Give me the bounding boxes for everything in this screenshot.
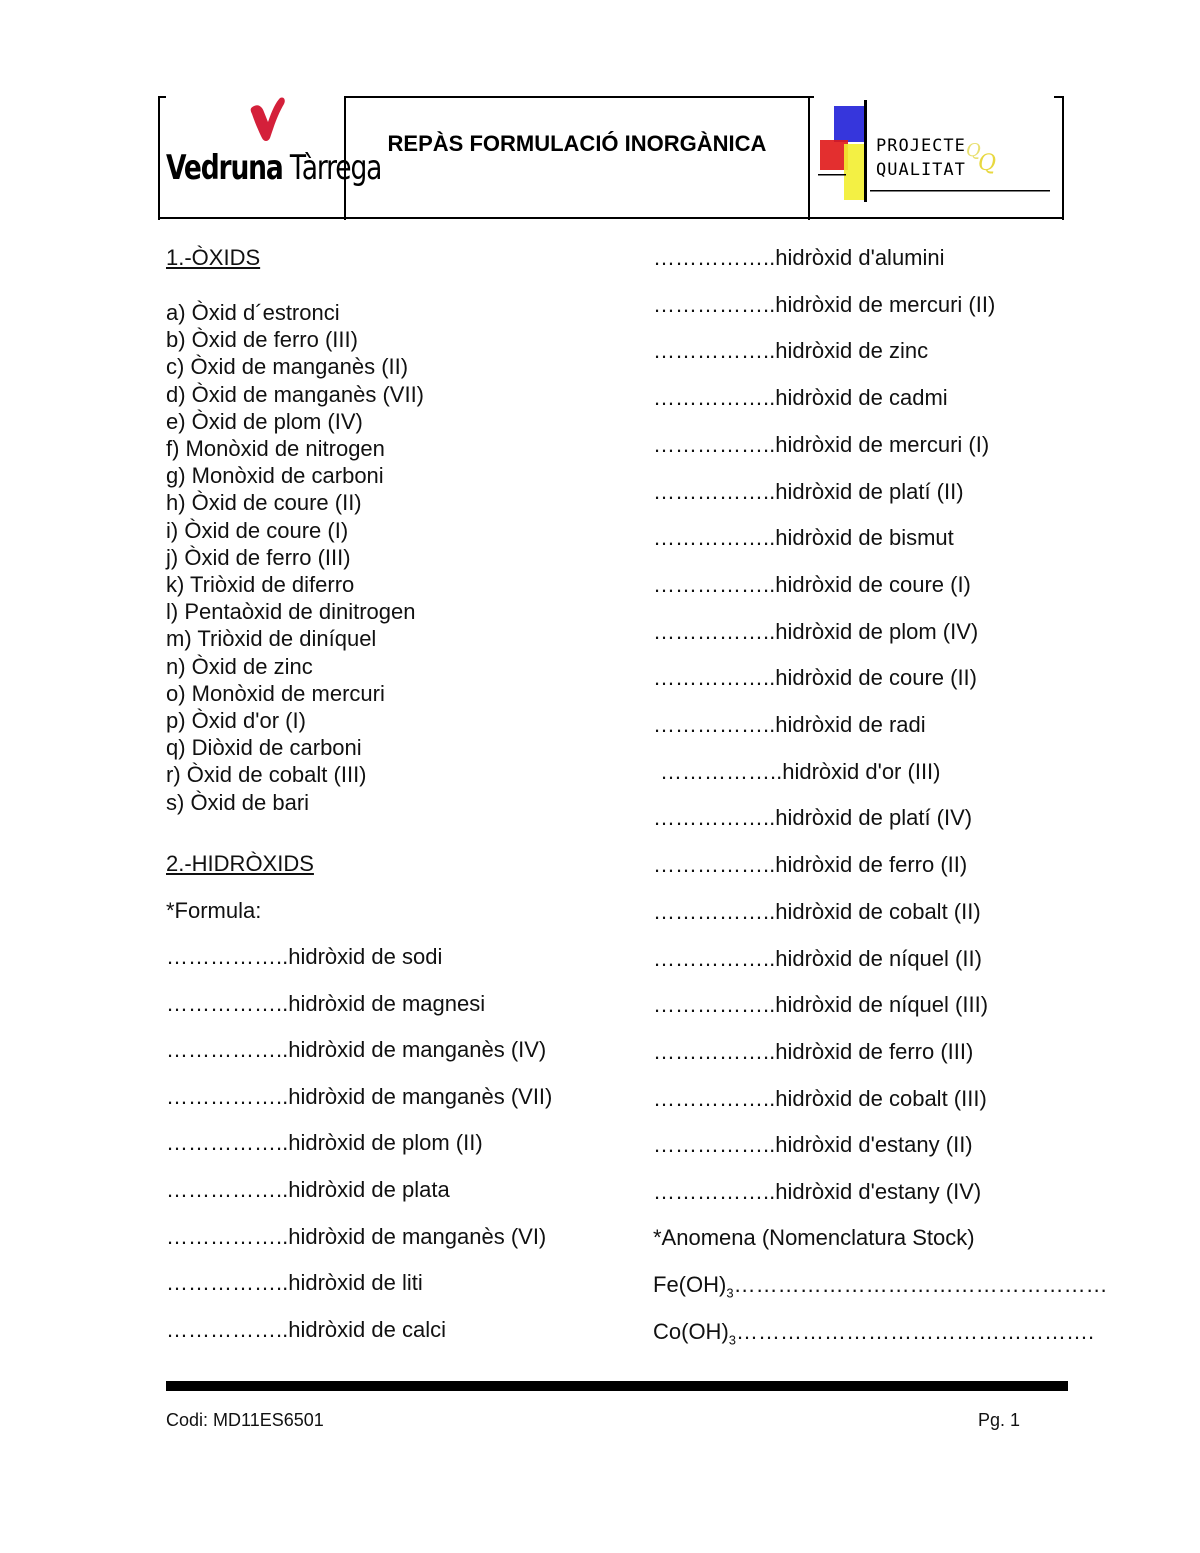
hidroxid-row: [653, 1085, 987, 1112]
section-heading-hidroxids: 2.-HIDRÒXIDS: [166, 851, 314, 876]
hidroxid-label: hidròxid de mercuri (II): [775, 291, 996, 317]
answer-blank: ……………..: [653, 338, 776, 364]
oxid-item: g) Monòxid de carboni: [166, 463, 384, 489]
hidroxid-row: [653, 1131, 973, 1158]
hidroxid-row: [166, 1036, 546, 1063]
answer-blank: ……………..: [166, 990, 289, 1016]
hidroxid-row: [653, 431, 989, 458]
formula-subscript: 3: [728, 1332, 737, 1348]
oxid-item: s) Òxid de bari: [166, 789, 310, 815]
hidroxid-row: [653, 991, 988, 1018]
hidroxid-row: [653, 664, 977, 691]
svg-text:Q: Q: [966, 140, 981, 161]
hidroxid-label: hidròxid de bismut: [775, 525, 954, 551]
hidroxid-label: hidròxid de níquel (II): [775, 945, 982, 971]
hidroxid-row: [166, 990, 485, 1017]
oxid-item: q) Diòxid de carboni: [166, 735, 362, 761]
hidroxid-row: [653, 524, 954, 551]
answer-blank: ……………..: [653, 805, 776, 831]
oxid-item: p) Òxid d'or (I): [166, 708, 306, 734]
hidroxid-row: [166, 1269, 423, 1296]
answer-blank: ……………..: [653, 291, 776, 317]
logo-bold: Vedruna: [166, 148, 283, 188]
hidroxid-row: [653, 945, 982, 972]
hidroxid-label: hidròxid de plom (II): [288, 1130, 483, 1156]
answer-blank: ……………..: [166, 1177, 289, 1202]
hidroxid-label: hidròxid de calci: [288, 1316, 446, 1342]
formula-base: Co(OH): [653, 1319, 729, 1344]
hidroxid-label: hidròxid de ferro (III): [775, 1038, 974, 1064]
oxids-list: [166, 299, 424, 816]
hidroxid-label: hidròxid de cadmi: [775, 385, 948, 411]
hidroxid-label: hidròxid de plom (IV): [775, 618, 979, 644]
hidroxid-label: hidròxid de manganès (VI): [288, 1223, 547, 1249]
answer-blank: ……………..: [166, 1270, 289, 1296]
formula-base: Fe(OH): [653, 1272, 727, 1297]
answer-blank: ………………………………………….: [736, 1319, 1095, 1344]
section-heading-oxids: 1.-ÒXIDS: [166, 245, 261, 270]
answer-blank: ……………..: [653, 992, 776, 1018]
hidroxid-label: hidròxid d'estany (IV): [775, 1179, 982, 1204]
answer-blank: ……………..: [653, 618, 776, 644]
anomena-row: [653, 1271, 1108, 1306]
hidroxid-row: [166, 943, 442, 970]
answer-blank: ……………..: [653, 1179, 776, 1204]
answer-blank: ……………..: [166, 1083, 289, 1109]
answer-blank: ……………………………………………: [733, 1272, 1108, 1297]
badge-line1: PROJECTE: [876, 136, 966, 156]
oxid-item: r) Òxid de cobalt (III): [166, 762, 367, 788]
oxid-item: l) Pentaòxid de dinitrogen: [166, 599, 416, 625]
answer-blank: ……………..: [653, 1132, 776, 1158]
formula-label: *Formula:: [166, 898, 262, 923]
hidroxid-row: [166, 1129, 483, 1156]
heart-check-icon: [248, 96, 288, 144]
hidroxid-row: [653, 711, 926, 738]
hidroxid-label: hidròxid de ferro (II): [775, 852, 968, 878]
oxid-item: h) Òxid de coure (II): [166, 490, 362, 516]
logo-light: Tàrrega: [289, 148, 382, 188]
oxid-item: i) Òxid de coure (I): [166, 517, 349, 543]
answer-blank: ……………..: [653, 1038, 776, 1064]
hidroxid-label: hidròxid de manganès (VII): [288, 1083, 553, 1109]
hidroxid-label: hidròxid de cobalt (II): [775, 898, 981, 924]
answer-blank: ……………..: [653, 478, 776, 504]
answer-blank: ……………..: [653, 898, 776, 924]
answer-blank: ……………..: [166, 1037, 289, 1063]
hidroxid-label: hidròxid de níquel (III): [775, 992, 989, 1018]
hidroxid-label: hidròxid de coure (I): [775, 571, 971, 597]
hidroxid-row: [653, 804, 972, 831]
hidroxid-label: hidròxid de radi: [775, 712, 926, 737]
oxid-item: a) Òxid d´estronci: [166, 300, 340, 325]
answer-blank: ……………..: [653, 245, 776, 270]
answer-blank: ……………..: [660, 758, 783, 784]
answer-blank: ……………..: [653, 525, 776, 551]
oxid-item: j) Òxid de ferro (III): [166, 544, 351, 570]
hidroxid-row: [166, 1176, 450, 1203]
badge-line2: QUALITAT: [876, 160, 966, 180]
oxid-item: e) Òxid de plom (IV): [166, 408, 363, 434]
oxid-item: f) Monòxid de nitrogen: [166, 436, 385, 462]
svg-text:Q: Q: [978, 151, 997, 176]
hidroxid-label: hidròxid de manganès (IV): [288, 1037, 547, 1063]
answer-blank: ……………..: [653, 945, 776, 971]
footer-rule: [166, 1381, 1068, 1391]
hidroxid-label: hidròxid de liti: [288, 1270, 423, 1296]
hidroxid-row: [166, 1223, 546, 1250]
hidroxid-row: [653, 478, 964, 505]
hidroxid-row: [166, 1083, 552, 1110]
answer-blank: ……………..: [653, 852, 776, 878]
hidroxid-label: hidròxid de sodi: [288, 944, 443, 969]
hidroxid-label: hidròxid de plata: [288, 1177, 450, 1202]
hidroxid-row: [653, 1178, 981, 1205]
oxid-item: m) Triòxid de diníquel: [166, 626, 377, 652]
answer-blank: ……………..: [166, 1130, 289, 1156]
answer-blank: ……………..: [166, 944, 289, 969]
answer-blank: ……………..: [653, 665, 776, 691]
hidroxid-label: hidròxid d'alumini: [775, 245, 945, 270]
oxid-item: k) Triòxid de diferro: [166, 572, 355, 598]
hidroxid-label: hidròxid de platí (IV): [775, 805, 973, 831]
hidroxid-label: hidròxid de magnesi: [288, 990, 486, 1016]
oxid-item: o) Monòxid de mercuri: [166, 680, 385, 706]
hidroxid-row: [653, 291, 995, 318]
answer-blank: ……………..: [166, 1316, 289, 1342]
hidroxid-label: hidròxid d'or (III): [782, 758, 941, 784]
answer-blank: ……………..: [653, 431, 776, 457]
hidroxid-label: hidròxid de cobalt (III): [775, 1085, 987, 1111]
hidroxid-row: [653, 898, 981, 925]
hidroxid-row: [653, 384, 948, 411]
answer-blank: ……………..: [653, 1085, 776, 1111]
hidroxid-row: [653, 1038, 973, 1065]
page-title: REPÀS FORMULACIÓ INORGÀNICA: [387, 131, 767, 156]
hidroxid-label: hidròxid d'estany (II): [775, 1132, 973, 1158]
hidroxid-row: [653, 851, 967, 878]
hidroxid-label: hidròxid de coure (II): [775, 665, 977, 691]
hidroxid-row: [653, 571, 971, 598]
hidroxid-row: [660, 758, 941, 785]
oxid-item: d) Òxid de manganès (VII): [166, 381, 425, 407]
hidroxid-row: [653, 337, 928, 364]
answer-blank: ……………..: [653, 712, 776, 737]
formula-subscript: 3: [726, 1285, 734, 1301]
hidroxid-row: [166, 1316, 446, 1343]
footer-page: Pg. 1: [978, 1410, 1021, 1430]
anomena-label: *Anomena (Nomenclatura Stock): [653, 1225, 975, 1250]
anomena-row: [653, 1318, 1094, 1353]
hidroxid-row: [653, 618, 978, 645]
oxid-item: n) Òxid de zinc: [166, 653, 313, 679]
answer-blank: ……………..: [166, 1223, 289, 1249]
hidroxid-label: hidròxid de platí (II): [775, 478, 964, 504]
answer-blank: ……………..: [653, 385, 776, 411]
oxid-item: b) Òxid de ferro (III): [166, 327, 358, 353]
hidroxid-label: hidròxid de mercuri (I): [775, 431, 990, 457]
answer-blank: ……………..: [653, 571, 776, 597]
footer-code: Codi: MD11ES6501: [166, 1410, 324, 1430]
hidroxid-label: hidròxid de zinc: [775, 338, 929, 364]
oxid-item: c) Òxid de manganès (II): [166, 354, 409, 380]
hidroxid-row: [653, 244, 945, 271]
